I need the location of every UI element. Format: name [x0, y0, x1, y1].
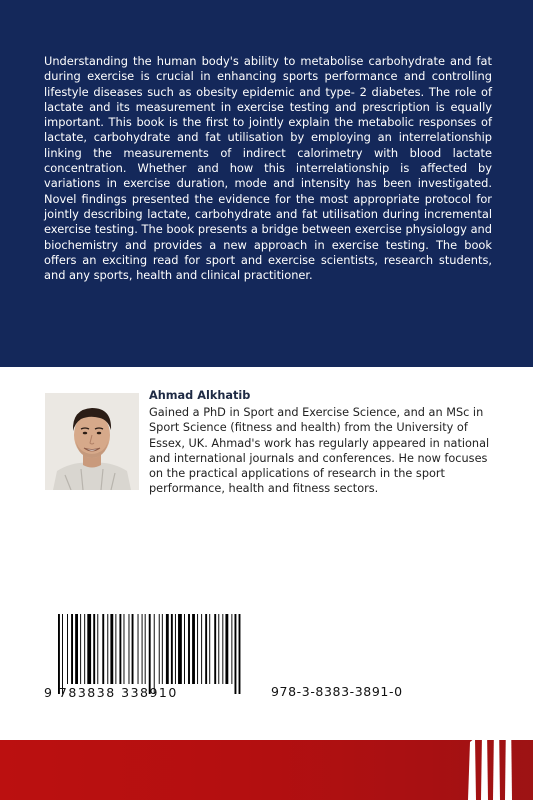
- barcode-bar: [162, 614, 163, 684]
- barcode-bar: [93, 614, 95, 684]
- author-photo: [45, 393, 139, 490]
- barcode-bar: [132, 614, 134, 684]
- barcode-bar: [67, 614, 68, 684]
- barcode-bar: [110, 614, 113, 684]
- barcode-bar: [235, 614, 237, 694]
- book-blurb: Understanding the human body's ability to metabolise carbohydrate and fat during exercise is crucial in enhancing sports performance and controlling lifestyle diseases such as obesity epidemic and type- 2 diabetes. The role of lactate and its measurement in exercise testing and prescription is equally important. This book is the first to jointly explain the metabolic responses of lactate, carbohydrate and fat utilisation by employing an interrelationship linking the measurements of indirect calorimetry with blood lactate concentration. Whether and how this interrelationship is affected by variations in exercise duration, mode and intensity has been investigated. Novel findings presented the evidence for the most appropriate protocol for jointly describing lactate, carbohydrate and fat utilisation during incremental exercise testing. The book presents a bridge between exercise physiology and biochemistry and provides a new approach in exercise testing. The book offers an exciting read for sport and exercise scientists, research students, and any sports, health and clinical practitioner.: [44, 54, 492, 283]
- barcode-bar: [87, 614, 91, 684]
- barcode-bar: [80, 614, 81, 684]
- barcode-bar: [62, 614, 63, 694]
- barcode-bar: [192, 614, 195, 684]
- barcode-bar: [166, 614, 169, 684]
- barcode-bar: [222, 614, 223, 684]
- barcode-bar: [231, 614, 232, 684]
- barcode-bar: [142, 614, 143, 684]
- barcode-bar: [102, 614, 104, 684]
- barcode-bar: [149, 614, 151, 694]
- barcode-bar: [107, 614, 108, 684]
- bottom-stripe: [0, 740, 533, 800]
- barcode-bar: [159, 614, 160, 684]
- barcode-bar: [129, 614, 130, 684]
- barcode-bar: [145, 614, 146, 684]
- barcode-bar: [175, 614, 176, 684]
- blurb-panel: [0, 0, 533, 367]
- barcode-bar: [58, 614, 60, 694]
- isbn-number: 978-3-8383-3891-0: [271, 684, 403, 699]
- barcode-digits: 9 783838 338910: [44, 685, 178, 700]
- barcode-bar: [225, 614, 228, 684]
- author-portrait-image: [45, 393, 139, 490]
- barcode-bar: [154, 614, 155, 694]
- author-bio: Gained a PhD in Sport and Exercise Science, and an MSc in Sport Science (fitness and health) from the University of Essex, UK. Ahmad's work has regularly appeared in national and international journals and conferences. He now focuses on the practical applications of research in the sport performance, health and fitness sectors.: [149, 406, 490, 496]
- barcode-bar: [138, 614, 139, 684]
- barcode-bar: [214, 614, 216, 684]
- barcode-bar: [124, 614, 125, 684]
- barcode-bar: [209, 614, 210, 684]
- publisher-logo-icon: [464, 714, 524, 800]
- barcode-bar: [71, 614, 73, 684]
- barcode-bar: [178, 614, 182, 684]
- barcode-bar: [119, 614, 121, 684]
- barcode-bar: [205, 614, 207, 684]
- barcode-bar: [184, 614, 185, 684]
- barcode-bar: [171, 614, 173, 684]
- barcode-bar: [197, 614, 198, 684]
- barcode-bar: [115, 614, 116, 684]
- barcode-bar: [84, 614, 85, 684]
- barcode-bar: [218, 614, 219, 684]
- barcode-bar: [75, 614, 78, 684]
- barcode-bar: [188, 614, 190, 684]
- barcode-bar: [201, 614, 202, 684]
- barcode-bar: [97, 614, 98, 684]
- barcode-bar: [239, 614, 241, 694]
- author-name: Ahmad Alkhatib: [149, 389, 251, 402]
